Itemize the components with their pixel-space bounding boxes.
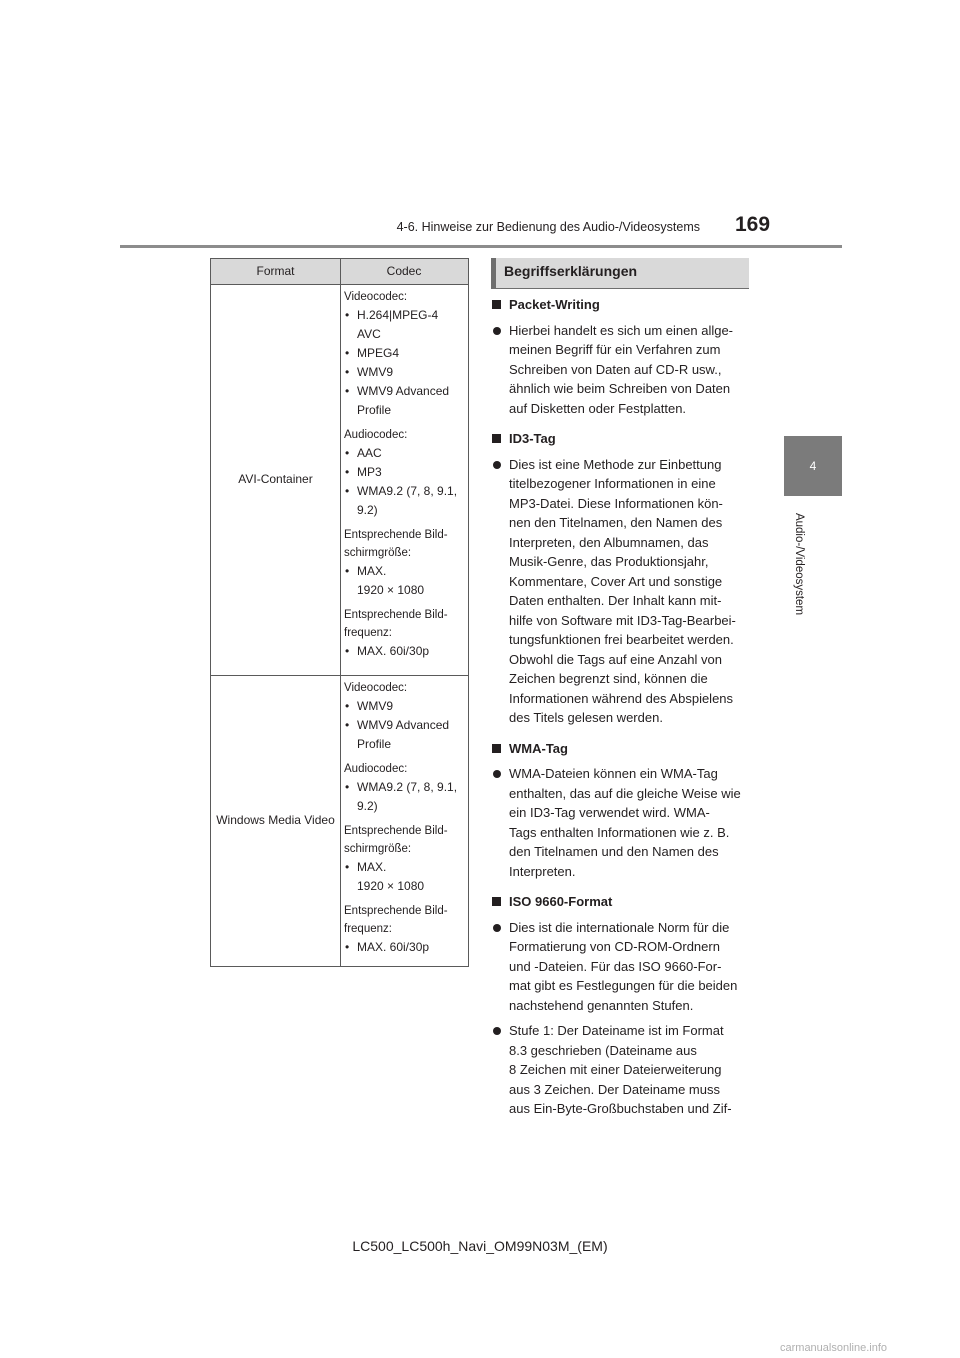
- section-header: [491, 258, 749, 288]
- codec-group-label: Entsprechende Bild-: [344, 905, 448, 917]
- definition-line: Zeichen begrenzt sind, können die: [509, 671, 708, 686]
- codec-item-line: • H.264|MPEG-4: [357, 308, 439, 322]
- chapter-tab: [784, 436, 842, 496]
- column-divider: [340, 259, 341, 966]
- codec-item: [344, 482, 466, 520]
- codec-item: [344, 444, 466, 463]
- definition-section: [491, 892, 753, 1119]
- codec-item-line: Profile: [357, 737, 392, 751]
- definition-point: [491, 321, 753, 419]
- codec-list: [344, 444, 466, 520]
- definition-line: Musik-Genre, das Produktionsjahr,: [509, 554, 709, 569]
- codec-group-label: Audiocodec:: [344, 429, 408, 441]
- header-format: Format: [256, 264, 295, 278]
- codec-item-line: • WMV9: [357, 699, 393, 713]
- footer-code: LC500_LC500h_Navi_OM99N03M_(EM): [352, 1238, 608, 1254]
- definition-heading: WMA-Tag: [491, 739, 753, 759]
- chapter-side-label: [779, 504, 819, 624]
- definition-point: [491, 1021, 753, 1119]
- codec-group-label: frequenz:: [344, 627, 392, 639]
- page-number: 169: [735, 213, 771, 236]
- codec-table: [210, 258, 469, 967]
- definition-line: 8 Zeichen mit einer Dateierweiterung: [509, 1062, 722, 1077]
- codec-item-line: 1920 × 1080: [357, 583, 425, 597]
- header-rule: [120, 245, 842, 248]
- definition-line: aus 3 Zeichen. Der Dateiname muss: [509, 1081, 720, 1097]
- codec-item-line: • MP3: [357, 465, 382, 479]
- format-avi: AVI-Container: [238, 472, 313, 486]
- definition-line: Stufe 1: Der Dateiname ist im Format: [509, 1023, 724, 1038]
- definition-line: mat gibt es Festlegungen für die beiden: [509, 978, 738, 993]
- codec-item-line: • WMA9.2 (7, 8, 9.1,: [357, 780, 458, 794]
- codec-item: [344, 562, 466, 600]
- codec-group: [344, 288, 466, 306]
- definition-point: [491, 918, 753, 1016]
- codec-group-label: Entsprechende Bild-: [344, 529, 448, 541]
- codec-item-line: • MAX.: [357, 860, 387, 874]
- codec-list: [344, 642, 466, 661]
- codec-item: [344, 642, 466, 661]
- codec-item-line: • WMV9 Advanced: [357, 718, 450, 732]
- definition-line: nen den Titelnamen, den Namen des: [509, 515, 723, 530]
- section-title: Begriffserklärungen: [504, 263, 638, 279]
- row-divider: [211, 675, 468, 676]
- codec-list: [344, 697, 466, 754]
- codec-item: [344, 463, 466, 482]
- codec-list: [344, 938, 466, 957]
- definition-section: [491, 429, 753, 728]
- codec-item-line: • AAC: [357, 446, 382, 460]
- definition-line: tungsfunktionen frei bearbeitet werden.: [509, 632, 734, 647]
- codec-item-line: Profile: [357, 403, 392, 417]
- definition-line: WMA-Dateien können ein WMA-Tag: [509, 766, 718, 781]
- codec-item: [344, 344, 466, 363]
- header-codec: Codec: [386, 264, 422, 278]
- definition-line: aus Ein-Byte-Großbuchstaben und Zif-: [509, 1101, 732, 1116]
- definition-heading: Packet-Writing: [491, 295, 753, 315]
- codec-list: [344, 778, 466, 816]
- codec-group: [344, 822, 466, 858]
- codec-cell-wmv: [344, 679, 466, 957]
- codec-item-line: 1920 × 1080: [357, 879, 425, 893]
- codec-group: [344, 426, 466, 444]
- definition-section: [491, 295, 753, 418]
- codec-group-label: schirmgröße:: [344, 843, 412, 855]
- definition-line: Dies ist die internationale Norm für die: [509, 919, 730, 935]
- definition-line: 8.3 geschrieben (Dateiname aus: [509, 1042, 697, 1058]
- definition-line: Dies ist eine Methode zur Einbettung: [509, 456, 722, 472]
- codec-item-line: • MAX.: [357, 564, 387, 578]
- codec-item: [344, 858, 466, 896]
- codec-group-label: Entsprechende Bild-: [344, 609, 448, 621]
- section-accent: [491, 258, 496, 288]
- codec-list: [344, 306, 466, 420]
- definition-line: Hierbei handelt es sich um einen allge-: [509, 322, 734, 338]
- chapter-side-label-text: Audio-/Videosystem: [793, 512, 805, 616]
- codec-group-label: Videocodec:: [344, 682, 408, 694]
- codec-group: [344, 606, 466, 642]
- definition-line: und -Dateien. Für das ISO 9660-For-: [509, 958, 722, 974]
- codec-list: [344, 562, 466, 600]
- definition-heading: ISO 9660-Format: [491, 892, 753, 912]
- codec-cell-avi: [344, 288, 466, 661]
- codec-item-line: • WMA9.2 (7, 8, 9.1,: [357, 484, 458, 498]
- definition-line: Kommentare, Cover Art und sonstige: [509, 573, 723, 589]
- codec-item: [344, 363, 466, 382]
- codec-item-line: 9.2): [357, 503, 378, 517]
- chapter-tab-number: 4: [809, 459, 817, 473]
- definition-line: Schreiben von Daten auf CD-R usw.,: [509, 361, 722, 377]
- codec-group-label: Audiocodec:: [344, 763, 408, 775]
- codec-list: [344, 858, 466, 896]
- definition-line: enthalten, das auf die gleiche Weise wie: [509, 785, 741, 801]
- watermark: carmanualsonline.info: [780, 1342, 888, 1354]
- definition-line: Obwohl die Tags auf eine Anzahl von: [509, 651, 722, 667]
- codec-group-label: frequenz:: [344, 923, 392, 935]
- codec-item: [344, 697, 466, 716]
- definition-line: des Titels gelesen werden.: [509, 710, 663, 725]
- section-underline: [491, 288, 749, 289]
- codec-item: [344, 778, 466, 816]
- codec-group-label: schirmgröße:: [344, 547, 412, 559]
- codec-group: [344, 679, 466, 697]
- definition-line: Interpreten, den Albumnamen, das: [509, 534, 709, 550]
- codec-item-line: • WMV9 Advanced: [357, 384, 450, 398]
- definition-point: [491, 455, 753, 728]
- codec-item: [344, 382, 466, 420]
- definition-line: MP3-Datei. Diese Informationen kön-: [509, 495, 723, 511]
- definition-line: den Titelnamen und den Namen des: [509, 844, 719, 859]
- codec-group-label: Entsprechende Bild-: [344, 825, 448, 837]
- definition-heading: ID3-Tag: [491, 429, 753, 449]
- definition-section: [491, 739, 753, 882]
- codec-item-line: • WMV9: [357, 365, 393, 379]
- definition-line: Informationen während des Abspielens: [509, 690, 734, 706]
- definition-line: Formatierung von CD-ROM-Ordnern: [509, 939, 720, 954]
- definition-line: Tags enthalten Informationen wie z. B.: [509, 824, 730, 840]
- definition-line: auf Disketten oder Festplatten.: [509, 400, 687, 416]
- definition-line: ähnlich wie beim Schreiben von Daten: [509, 381, 731, 396]
- codec-item-line: 9.2): [357, 799, 378, 813]
- definition-line: meinen Begriff für ein Verfahren zum: [509, 342, 721, 357]
- codec-group: [344, 902, 466, 938]
- definition-point: [491, 764, 753, 881]
- codec-item-line: • MAX. 60i/30p: [357, 644, 430, 658]
- codec-group: [344, 760, 466, 778]
- definition-line: Interpreten.: [509, 863, 576, 879]
- codec-group: [344, 526, 466, 562]
- codec-item-line: AVC: [357, 327, 381, 341]
- codec-item: [344, 306, 466, 344]
- codec-item: [344, 716, 466, 754]
- chapter-title: 4-6. Hinweise zur Bedienung des Audio-/Videosystems: [396, 220, 700, 234]
- codec-item-line: • MPEG4: [357, 346, 400, 360]
- definition-line: hilfe von Software mit ID3-Tag-Bearbei-: [509, 612, 736, 628]
- definitions: [491, 295, 753, 1130]
- definition-line: Daten enthalten. Der Inhalt kann mit-: [509, 593, 722, 608]
- definition-line: ein ID3-Tag verwendet wird. WMA-: [509, 805, 710, 820]
- codec-group-label: Videocodec:: [344, 291, 408, 303]
- codec-item-line: • MAX. 60i/30p: [357, 940, 430, 954]
- format-wmv: Windows Media Video: [216, 813, 335, 827]
- codec-item: [344, 938, 466, 957]
- definition-line: nachstehend genannten Stufen.: [509, 997, 694, 1013]
- definition-line: titelbezogener Informationen in eine: [509, 476, 716, 491]
